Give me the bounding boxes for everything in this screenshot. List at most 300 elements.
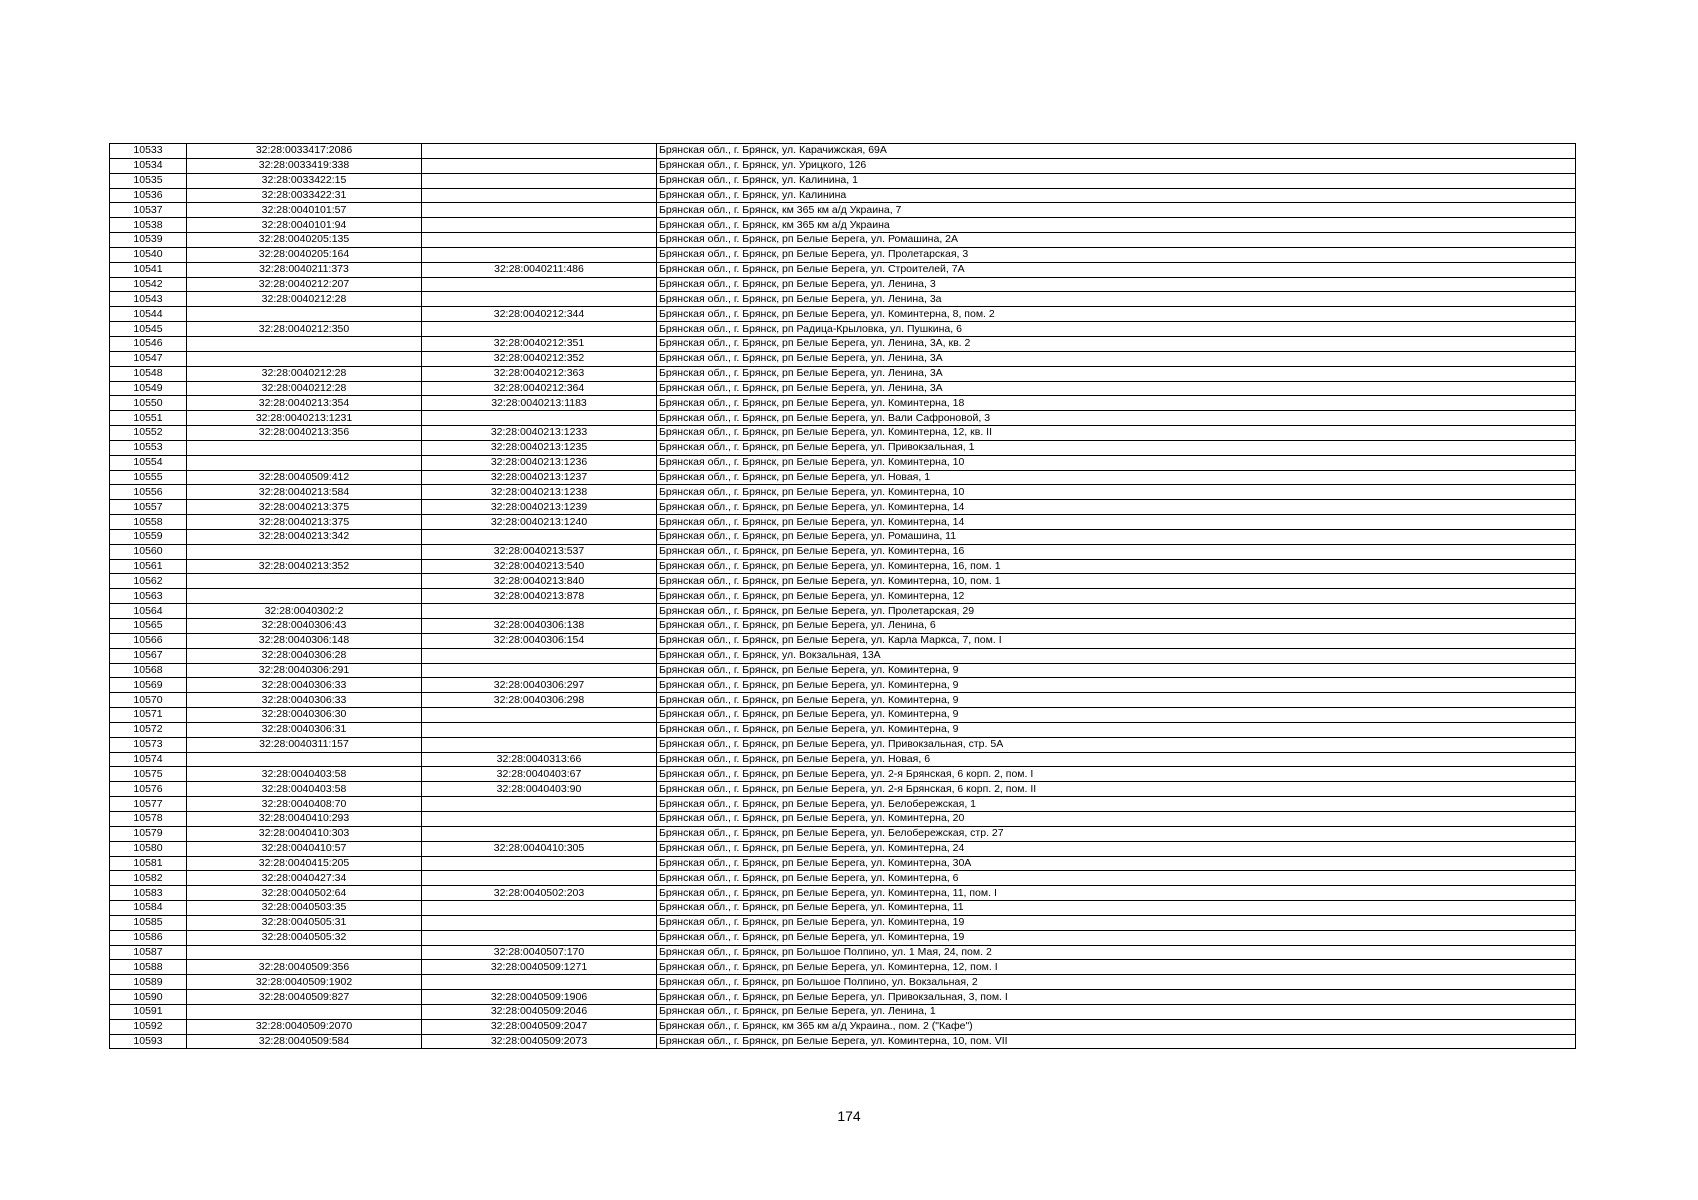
row-number-cell: 10573 bbox=[110, 737, 187, 752]
table-row bbox=[110, 841, 1576, 856]
table-row bbox=[110, 455, 1576, 470]
row-number-cell: 10581 bbox=[110, 856, 187, 871]
row-number-cell: 10579 bbox=[110, 826, 187, 841]
cadastral-number-cell bbox=[187, 336, 422, 351]
row-number-cell: 10551 bbox=[110, 411, 187, 426]
cadastral-number-cell: 32:28:0040505:32 bbox=[187, 930, 422, 945]
parent-cadastral-number-cell bbox=[422, 604, 657, 619]
table-row bbox=[110, 782, 1576, 797]
parent-cadastral-number-cell bbox=[422, 930, 657, 945]
cadastral-number-cell: 32:28:0040415:205 bbox=[187, 856, 422, 871]
row-number-cell: 10538 bbox=[110, 218, 187, 233]
cadastral-number-cell: 32:28:0040213:375 bbox=[187, 500, 422, 515]
table-row bbox=[110, 990, 1576, 1005]
row-number-cell: 10535 bbox=[110, 173, 187, 188]
row-number-cell: 10540 bbox=[110, 247, 187, 262]
cadastral-number-cell bbox=[187, 589, 422, 604]
address-cell: Брянская обл., г. Брянск, рп Белые Берега, ул. Коминтерна, 20 bbox=[657, 811, 1576, 826]
row-number-cell: 10545 bbox=[110, 322, 187, 337]
parent-cadastral-number-cell: 32:28:0040306:154 bbox=[422, 633, 657, 648]
parent-cadastral-number-cell: 32:28:0040507:170 bbox=[422, 945, 657, 960]
cadastral-number-cell: 32:28:0040213:584 bbox=[187, 485, 422, 500]
row-number-cell: 10591 bbox=[110, 1004, 187, 1019]
parent-cadastral-number-cell: 32:28:0040213:1240 bbox=[422, 515, 657, 530]
address-cell: Брянская обл., г. Брянск, рп Белые Берега, ул. Коминтерна, 10, пом. VII bbox=[657, 1034, 1576, 1049]
address-cell: Брянская обл., г. Брянск, рп Белые Берега, ул. Ленина, 3А, кв. 2 bbox=[657, 336, 1576, 351]
address-cell: Брянская обл., г. Брянск, рп Белые Берега, ул. Коминтерна, 19 bbox=[657, 930, 1576, 945]
address-cell: Брянская обл., г. Брянск, рп Белые Берега, ул. Ромашина, 11 bbox=[657, 529, 1576, 544]
row-number-cell: 10574 bbox=[110, 752, 187, 767]
parent-cadastral-number-cell bbox=[422, 722, 657, 737]
row-number-cell: 10533 bbox=[110, 144, 187, 159]
cadastral-number-cell: 32:28:0040410:57 bbox=[187, 841, 422, 856]
cadastral-number-cell: 32:28:0040509:2070 bbox=[187, 1019, 422, 1034]
cadastral-number-cell: 32:28:0040212:350 bbox=[187, 322, 422, 337]
address-cell: Брянская обл., г. Брянск, рп Белые Берега, ул. 2-я Брянская, 6 корп. 2, пом. I bbox=[657, 767, 1576, 782]
table-row bbox=[110, 485, 1576, 500]
table-row bbox=[110, 366, 1576, 381]
address-cell: Брянская обл., г. Брянск, рп Белые Берега, ул. Коминтерна, 12, пом. I bbox=[657, 960, 1576, 975]
parent-cadastral-number-cell: 32:28:0040306:298 bbox=[422, 693, 657, 708]
row-number-cell: 10557 bbox=[110, 500, 187, 515]
table-row bbox=[110, 440, 1576, 455]
address-cell: Брянская обл., г. Брянск, рп Белые Берега, ул. Белобережская, стр. 27 bbox=[657, 826, 1576, 841]
address-cell: Брянская обл., г. Брянск, рп Белые Берега, ул. Коминтерна, 14 bbox=[657, 515, 1576, 530]
parent-cadastral-number-cell: 32:28:0040502:203 bbox=[422, 886, 657, 901]
address-cell: Брянская обл., г. Брянск, рп Белые Берега, ул. Коминтерна, 9 bbox=[657, 708, 1576, 723]
address-cell: Брянская обл., г. Брянск, рп Белые Берега, ул. Коминтерна, 12 bbox=[657, 589, 1576, 604]
cadastral-number-cell: 32:28:0040101:57 bbox=[187, 203, 422, 218]
address-cell: Брянская обл., г. Брянск, рп Белые Берега, ул. Ленина, 1 bbox=[657, 1004, 1576, 1019]
row-number-cell: 10546 bbox=[110, 336, 187, 351]
table-row bbox=[110, 559, 1576, 574]
address-cell: Брянская обл., г. Брянск, рп Белые Берега, ул. Коминтерна, 10, пом. 1 bbox=[657, 574, 1576, 589]
address-cell: Брянская обл., г. Брянск, рп Белые Берега, ул. Коминтерна, 11 bbox=[657, 901, 1576, 916]
cadastral-number-cell: 32:28:0040509:356 bbox=[187, 960, 422, 975]
table-row bbox=[110, 886, 1576, 901]
row-number-cell: 10560 bbox=[110, 544, 187, 559]
parent-cadastral-number-cell bbox=[422, 975, 657, 990]
cadastral-number-cell bbox=[187, 455, 422, 470]
row-number-cell: 10569 bbox=[110, 678, 187, 693]
cadastral-number-cell: 32:28:0040505:31 bbox=[187, 915, 422, 930]
row-number-cell: 10549 bbox=[110, 381, 187, 396]
row-number-cell: 10587 bbox=[110, 945, 187, 960]
cadastral-number-cell: 32:28:0040213:1231 bbox=[187, 411, 422, 426]
table-row bbox=[110, 930, 1576, 945]
row-number-cell: 10570 bbox=[110, 693, 187, 708]
table-row bbox=[110, 173, 1576, 188]
address-cell: Брянская обл., г. Брянск, рп Белые Берега, ул. Коминтерна, 10 bbox=[657, 455, 1576, 470]
parent-cadastral-number-cell: 32:28:0040213:1239 bbox=[422, 500, 657, 515]
parent-cadastral-number-cell bbox=[422, 173, 657, 188]
table-row bbox=[110, 292, 1576, 307]
address-cell: Брянская обл., г. Брянск, ул. Вокзальная, 13А bbox=[657, 648, 1576, 663]
row-number-cell: 10548 bbox=[110, 366, 187, 381]
table-row bbox=[110, 144, 1576, 159]
address-cell: Брянская обл., г. Брянск, рп Большое Полпино, ул. 1 Мая, 24, пом. 2 bbox=[657, 945, 1576, 960]
address-cell: Брянская обл., г. Брянск, рп Белые Берега, ул. Привокзальная, стр. 5А bbox=[657, 737, 1576, 752]
address-cell: Брянская обл., г. Брянск, рп Белые Берега, ул. Коминтерна, 6 bbox=[657, 871, 1576, 886]
parent-cadastral-number-cell bbox=[422, 218, 657, 233]
row-number-cell: 10541 bbox=[110, 262, 187, 277]
address-cell: Брянская обл., г. Брянск, рп Белые Берега, ул. Ленина, 3А bbox=[657, 351, 1576, 366]
cadastral-number-cell: 32:28:0040408:70 bbox=[187, 797, 422, 812]
row-number-cell: 10556 bbox=[110, 485, 187, 500]
row-number-cell: 10585 bbox=[110, 915, 187, 930]
cadastral-number-cell: 32:28:0033419:338 bbox=[187, 158, 422, 173]
cadastral-number-cell: 32:28:0040306:28 bbox=[187, 648, 422, 663]
row-number-cell: 10582 bbox=[110, 871, 187, 886]
row-number-cell: 10542 bbox=[110, 277, 187, 292]
cadastral-number-cell: 32:28:0040306:31 bbox=[187, 722, 422, 737]
row-number-cell: 10572 bbox=[110, 722, 187, 737]
parent-cadastral-number-cell: 32:28:0040306:138 bbox=[422, 619, 657, 634]
table-row bbox=[110, 233, 1576, 248]
parent-cadastral-number-cell bbox=[422, 737, 657, 752]
parent-cadastral-number-cell: 32:28:0040212:364 bbox=[422, 381, 657, 396]
address-cell: Брянская обл., г. Брянск, рп Белые Берега, ул. Коминтерна, 12, кв. II bbox=[657, 426, 1576, 441]
row-number-cell: 10543 bbox=[110, 292, 187, 307]
cadastral-number-cell bbox=[187, 574, 422, 589]
parent-cadastral-number-cell bbox=[422, 708, 657, 723]
table-row bbox=[110, 648, 1576, 663]
table-row bbox=[110, 752, 1576, 767]
address-cell: Брянская обл., г. Брянск, рп Белые Берега, ул. Коминтерна, 16, пом. 1 bbox=[657, 559, 1576, 574]
cadastral-number-cell: 32:28:0040503:35 bbox=[187, 901, 422, 916]
table-row bbox=[110, 589, 1576, 604]
table-row bbox=[110, 678, 1576, 693]
row-number-cell: 10562 bbox=[110, 574, 187, 589]
parent-cadastral-number-cell: 32:28:0040410:305 bbox=[422, 841, 657, 856]
table-row bbox=[110, 633, 1576, 648]
address-cell: Брянская обл., г. Брянск, рп Белые Берега, ул. Коминтерна, 14 bbox=[657, 500, 1576, 515]
table-row bbox=[110, 693, 1576, 708]
cadastral-number-cell: 32:28:0040213:342 bbox=[187, 529, 422, 544]
parent-cadastral-number-cell: 32:28:0040213:878 bbox=[422, 589, 657, 604]
table-row bbox=[110, 737, 1576, 752]
cadastral-number-cell: 32:28:0040509:827 bbox=[187, 990, 422, 1005]
cadastral-number-cell bbox=[187, 752, 422, 767]
row-number-cell: 10555 bbox=[110, 470, 187, 485]
cadastral-number-cell: 32:28:0040306:33 bbox=[187, 678, 422, 693]
parent-cadastral-number-cell: 32:28:0040509:1906 bbox=[422, 990, 657, 1005]
row-number-cell: 10554 bbox=[110, 455, 187, 470]
table-row bbox=[110, 975, 1576, 990]
address-cell: Брянская обл., г. Брянск, рп Белые Берега, ул. Коминтерна, 9 bbox=[657, 663, 1576, 678]
row-number-cell: 10593 bbox=[110, 1034, 187, 1049]
table-row bbox=[110, 515, 1576, 530]
address-cell: Брянская обл., г. Брянск, рп Белые Берега, ул. Привокзальная, 1 bbox=[657, 440, 1576, 455]
address-cell: Брянская обл., г. Брянск, рп Белые Берега, ул. Ромашина, 2А bbox=[657, 233, 1576, 248]
address-cell: Брянская обл., г. Брянск, ул. Калинина, 1 bbox=[657, 173, 1576, 188]
address-cell: Брянская обл., г. Брянск, рп Белые Берега, ул. Карла Маркса, 7, пом. I bbox=[657, 633, 1576, 648]
table-row bbox=[110, 351, 1576, 366]
address-cell: Брянская обл., г. Брянск, рп Белые Берега, ул. 2-я Брянская, 6 корп. 2, пом. II bbox=[657, 782, 1576, 797]
table-row bbox=[110, 426, 1576, 441]
parent-cadastral-number-cell: 32:28:0040306:297 bbox=[422, 678, 657, 693]
address-cell: Брянская обл., г. Брянск, рп Белые Берега, ул. Коминтерна, 9 bbox=[657, 693, 1576, 708]
table-row bbox=[110, 871, 1576, 886]
row-number-cell: 10534 bbox=[110, 158, 187, 173]
address-cell: Брянская обл., г. Брянск, рп Белые Берега, ул. Коминтерна, 11, пом. I bbox=[657, 886, 1576, 901]
parent-cadastral-number-cell bbox=[422, 233, 657, 248]
table-row bbox=[110, 663, 1576, 678]
row-number-cell: 10586 bbox=[110, 930, 187, 945]
cadastral-number-cell: 32:28:0040101:94 bbox=[187, 218, 422, 233]
table-row bbox=[110, 574, 1576, 589]
cadastral-number-cell: 32:28:0040502:64 bbox=[187, 886, 422, 901]
parent-cadastral-number-cell: 32:28:0040509:2047 bbox=[422, 1019, 657, 1034]
address-cell: Брянская обл., г. Брянск, рп Белые Берега, ул. Коминтерна, 9 bbox=[657, 722, 1576, 737]
parent-cadastral-number-cell bbox=[422, 529, 657, 544]
cadastral-number-cell: 32:28:0040306:291 bbox=[187, 663, 422, 678]
cadastral-number-cell bbox=[187, 440, 422, 455]
parent-cadastral-number-cell: 32:28:0040403:90 bbox=[422, 782, 657, 797]
address-cell: Брянская обл., г. Брянск, рп Белые Берега, ул. Коминтерна, 10 bbox=[657, 485, 1576, 500]
cadastral-number-cell: 32:28:0040212:207 bbox=[187, 277, 422, 292]
cadastral-number-cell: 32:28:0040306:30 bbox=[187, 708, 422, 723]
table-row bbox=[110, 604, 1576, 619]
table-row bbox=[110, 322, 1576, 337]
cadastral-number-cell: 32:28:0040302:2 bbox=[187, 604, 422, 619]
table-row bbox=[110, 619, 1576, 634]
row-number-cell: 10571 bbox=[110, 708, 187, 723]
parent-cadastral-number-cell bbox=[422, 188, 657, 203]
table-row bbox=[110, 722, 1576, 737]
parent-cadastral-number-cell bbox=[422, 648, 657, 663]
parent-cadastral-number-cell: 32:28:0040403:67 bbox=[422, 767, 657, 782]
table-row bbox=[110, 262, 1576, 277]
cadastral-number-cell: 32:28:0040311:157 bbox=[187, 737, 422, 752]
table-row bbox=[110, 1019, 1576, 1034]
row-number-cell: 10564 bbox=[110, 604, 187, 619]
registry-table-body bbox=[110, 144, 1576, 1049]
row-number-cell: 10550 bbox=[110, 396, 187, 411]
parent-cadastral-number-cell: 32:28:0040213:1237 bbox=[422, 470, 657, 485]
parent-cadastral-number-cell bbox=[422, 144, 657, 159]
address-cell: Брянская обл., г. Брянск, рп Белые Берега, ул. Пролетарская, 3 bbox=[657, 247, 1576, 262]
parent-cadastral-number-cell: 32:28:0040509:1271 bbox=[422, 960, 657, 975]
parent-cadastral-number-cell: 32:28:0040212:344 bbox=[422, 307, 657, 322]
parent-cadastral-number-cell: 32:28:0040213:1236 bbox=[422, 455, 657, 470]
registry-table bbox=[109, 143, 1576, 1049]
table-row bbox=[110, 945, 1576, 960]
cadastral-number-cell: 32:28:0040410:303 bbox=[187, 826, 422, 841]
parent-cadastral-number-cell: 32:28:0040213:1235 bbox=[422, 440, 657, 455]
cadastral-number-cell: 32:28:0040213:375 bbox=[187, 515, 422, 530]
cadastral-number-cell: 32:28:0040212:28 bbox=[187, 381, 422, 396]
row-number-cell: 10568 bbox=[110, 663, 187, 678]
row-number-cell: 10592 bbox=[110, 1019, 187, 1034]
table-row bbox=[110, 811, 1576, 826]
parent-cadastral-number-cell: 32:28:0040509:2046 bbox=[422, 1004, 657, 1019]
cadastral-number-cell: 32:28:0040403:58 bbox=[187, 767, 422, 782]
parent-cadastral-number-cell bbox=[422, 158, 657, 173]
cadastral-number-cell: 32:28:0033422:15 bbox=[187, 173, 422, 188]
cadastral-number-cell: 32:28:0040509:412 bbox=[187, 470, 422, 485]
cadastral-number-cell: 32:28:0040410:293 bbox=[187, 811, 422, 826]
cadastral-number-cell bbox=[187, 351, 422, 366]
address-cell: Брянская обл., г. Брянск, рп Белые Берега, ул. Коминтерна, 18 bbox=[657, 396, 1576, 411]
parent-cadastral-number-cell: 32:28:0040509:2073 bbox=[422, 1034, 657, 1049]
table-row bbox=[110, 529, 1576, 544]
address-cell: Брянская обл., г. Брянск, рп Белые Берега, ул. Привокзальная, 3, пом. I bbox=[657, 990, 1576, 1005]
parent-cadastral-number-cell bbox=[422, 826, 657, 841]
row-number-cell: 10583 bbox=[110, 886, 187, 901]
table-row bbox=[110, 544, 1576, 559]
row-number-cell: 10553 bbox=[110, 440, 187, 455]
table-row bbox=[110, 277, 1576, 292]
table-row bbox=[110, 396, 1576, 411]
cadastral-number-cell: 32:28:0040205:135 bbox=[187, 233, 422, 248]
row-number-cell: 10559 bbox=[110, 529, 187, 544]
table-row bbox=[110, 797, 1576, 812]
table-row bbox=[110, 915, 1576, 930]
cadastral-number-cell: 32:28:0040212:28 bbox=[187, 366, 422, 381]
row-number-cell: 10584 bbox=[110, 901, 187, 916]
cadastral-number-cell: 32:28:0033422:31 bbox=[187, 188, 422, 203]
address-cell: Брянская обл., г. Брянск, рп Радица-Крыловка, ул. Пушкина, 6 bbox=[657, 322, 1576, 337]
address-cell: Брянская обл., г. Брянск, рп Белые Берега, ул. Ленина, 3а bbox=[657, 292, 1576, 307]
row-number-cell: 10578 bbox=[110, 811, 187, 826]
table-row bbox=[110, 767, 1576, 782]
address-cell: Брянская обл., г. Брянск, рп Белые Берега, ул. Ленина, 3А bbox=[657, 366, 1576, 381]
parent-cadastral-number-cell bbox=[422, 411, 657, 426]
parent-cadastral-number-cell: 32:28:0040212:352 bbox=[422, 351, 657, 366]
row-number-cell: 10544 bbox=[110, 307, 187, 322]
table-row bbox=[110, 336, 1576, 351]
parent-cadastral-number-cell bbox=[422, 856, 657, 871]
table-row bbox=[110, 856, 1576, 871]
address-cell: Брянская обл., г. Брянск, ул. Калинина bbox=[657, 188, 1576, 203]
row-number-cell: 10536 bbox=[110, 188, 187, 203]
parent-cadastral-number-cell bbox=[422, 292, 657, 307]
parent-cadastral-number-cell bbox=[422, 871, 657, 886]
cadastral-number-cell: 32:28:0040509:584 bbox=[187, 1034, 422, 1049]
cadastral-number-cell bbox=[187, 945, 422, 960]
table-row bbox=[110, 708, 1576, 723]
table-row bbox=[110, 960, 1576, 975]
cadastral-number-cell: 32:28:0040306:33 bbox=[187, 693, 422, 708]
row-number-cell: 10590 bbox=[110, 990, 187, 1005]
cadastral-number-cell: 32:28:0040213:354 bbox=[187, 396, 422, 411]
row-number-cell: 10552 bbox=[110, 426, 187, 441]
cadastral-number-cell: 32:28:0040427:34 bbox=[187, 871, 422, 886]
address-cell: Брянская обл., г. Брянск, рп Белые Берега, ул. Коминтерна, 19 bbox=[657, 915, 1576, 930]
row-number-cell: 10547 bbox=[110, 351, 187, 366]
row-number-cell: 10563 bbox=[110, 589, 187, 604]
cadastral-number-cell: 32:28:0040509:1902 bbox=[187, 975, 422, 990]
address-cell: Брянская обл., г. Брянск, рп Белые Берега, ул. Коминтерна, 30А bbox=[657, 856, 1576, 871]
parent-cadastral-number-cell bbox=[422, 203, 657, 218]
table-row bbox=[110, 307, 1576, 322]
table-row bbox=[110, 218, 1576, 233]
table-row bbox=[110, 901, 1576, 916]
table-row bbox=[110, 1004, 1576, 1019]
address-cell: Брянская обл., г. Брянск, рп Белые Берега, ул. Коминтерна, 24 bbox=[657, 841, 1576, 856]
table-row bbox=[110, 1034, 1576, 1049]
row-number-cell: 10577 bbox=[110, 797, 187, 812]
address-cell: Брянская обл., г. Брянск, рп Белые Берега, ул. Ленина, 3А bbox=[657, 381, 1576, 396]
parent-cadastral-number-cell bbox=[422, 901, 657, 916]
parent-cadastral-number-cell: 32:28:0040212:351 bbox=[422, 336, 657, 351]
row-number-cell: 10558 bbox=[110, 515, 187, 530]
address-cell: Брянская обл., г. Брянск, рп Белые Берега, ул. Ленина, 3 bbox=[657, 277, 1576, 292]
parent-cadastral-number-cell: 32:28:0040213:1233 bbox=[422, 426, 657, 441]
parent-cadastral-number-cell: 32:28:0040211:486 bbox=[422, 262, 657, 277]
parent-cadastral-number-cell bbox=[422, 915, 657, 930]
address-cell: Брянская обл., г. Брянск, рп Белые Берега, ул. Строителей, 7А bbox=[657, 262, 1576, 277]
parent-cadastral-number-cell: 32:28:0040313:66 bbox=[422, 752, 657, 767]
row-number-cell: 10537 bbox=[110, 203, 187, 218]
address-cell: Брянская обл., г. Брянск, рп Белые Берега, ул. Коминтерна, 9 bbox=[657, 678, 1576, 693]
cadastral-number-cell bbox=[187, 307, 422, 322]
cadastral-number-cell bbox=[187, 1004, 422, 1019]
table-row bbox=[110, 500, 1576, 515]
table-row bbox=[110, 203, 1576, 218]
parent-cadastral-number-cell: 32:28:0040213:840 bbox=[422, 574, 657, 589]
cadastral-number-cell: 32:28:0040211:373 bbox=[187, 262, 422, 277]
parent-cadastral-number-cell bbox=[422, 247, 657, 262]
row-number-cell: 10576 bbox=[110, 782, 187, 797]
address-cell: Брянская обл., г. Брянск, рп Белые Берега, ул. Пролетарская, 29 bbox=[657, 604, 1576, 619]
table-row bbox=[110, 411, 1576, 426]
cadastral-number-cell: 32:28:0040213:352 bbox=[187, 559, 422, 574]
table-row bbox=[110, 470, 1576, 485]
cadastral-number-cell bbox=[187, 544, 422, 559]
address-cell: Брянская обл., г. Брянск, рп Белые Берега, ул. Новая, 1 bbox=[657, 470, 1576, 485]
row-number-cell: 10575 bbox=[110, 767, 187, 782]
parent-cadastral-number-cell bbox=[422, 797, 657, 812]
cadastral-number-cell: 32:28:0040213:356 bbox=[187, 426, 422, 441]
table-row bbox=[110, 826, 1576, 841]
cadastral-number-cell: 32:28:0040205:164 bbox=[187, 247, 422, 262]
parent-cadastral-number-cell: 32:28:0040213:1183 bbox=[422, 396, 657, 411]
parent-cadastral-number-cell bbox=[422, 663, 657, 678]
table-row bbox=[110, 247, 1576, 262]
page-number: 174 bbox=[837, 1108, 861, 1124]
address-cell: Брянская обл., г. Брянск, рп Белые Берега, ул. Белобережская, 1 bbox=[657, 797, 1576, 812]
row-number-cell: 10588 bbox=[110, 960, 187, 975]
table-row bbox=[110, 188, 1576, 203]
address-cell: Брянская обл., г. Брянск, ул. Урицкого, 126 bbox=[657, 158, 1576, 173]
address-cell: Брянская обл., г. Брянск, рп Белые Берега, ул. Вали Сафроновой, 3 bbox=[657, 411, 1576, 426]
table-row bbox=[110, 158, 1576, 173]
address-cell: Брянская обл., г. Брянск, рп Белые Берега, ул. Ленина, 6 bbox=[657, 619, 1576, 634]
address-cell: Брянская обл., г. Брянск, рп Белые Берега, ул. Новая, 6 bbox=[657, 752, 1576, 767]
parent-cadastral-number-cell: 32:28:0040213:540 bbox=[422, 559, 657, 574]
parent-cadastral-number-cell: 32:28:0040212:363 bbox=[422, 366, 657, 381]
row-number-cell: 10565 bbox=[110, 619, 187, 634]
address-cell: Брянская обл., г. Брянск, рп Большое Полпино, ул. Вокзальная, 2 bbox=[657, 975, 1576, 990]
row-number-cell: 10566 bbox=[110, 633, 187, 648]
cadastral-number-cell: 32:28:0040212:28 bbox=[187, 292, 422, 307]
address-cell: Брянская обл., г. Брянск, км 365 км а/д Украина., пом. 2 ("Кафе") bbox=[657, 1019, 1576, 1034]
table-row bbox=[110, 381, 1576, 396]
parent-cadastral-number-cell bbox=[422, 811, 657, 826]
parent-cadastral-number-cell: 32:28:0040213:537 bbox=[422, 544, 657, 559]
cadastral-number-cell: 32:28:0040306:43 bbox=[187, 619, 422, 634]
parent-cadastral-number-cell: 32:28:0040213:1238 bbox=[422, 485, 657, 500]
cadastral-number-cell: 32:28:0040403:58 bbox=[187, 782, 422, 797]
address-cell: Брянская обл., г. Брянск, ул. Карачижская, 69А bbox=[657, 144, 1576, 159]
row-number-cell: 10580 bbox=[110, 841, 187, 856]
parent-cadastral-number-cell bbox=[422, 277, 657, 292]
address-cell: Брянская обл., г. Брянск, км 365 км а/д Украина, 7 bbox=[657, 203, 1576, 218]
address-cell: Брянская обл., г. Брянск, рп Белые Берега, ул. Коминтерна, 16 bbox=[657, 544, 1576, 559]
cadastral-number-cell: 32:28:0033417:2086 bbox=[187, 144, 422, 159]
